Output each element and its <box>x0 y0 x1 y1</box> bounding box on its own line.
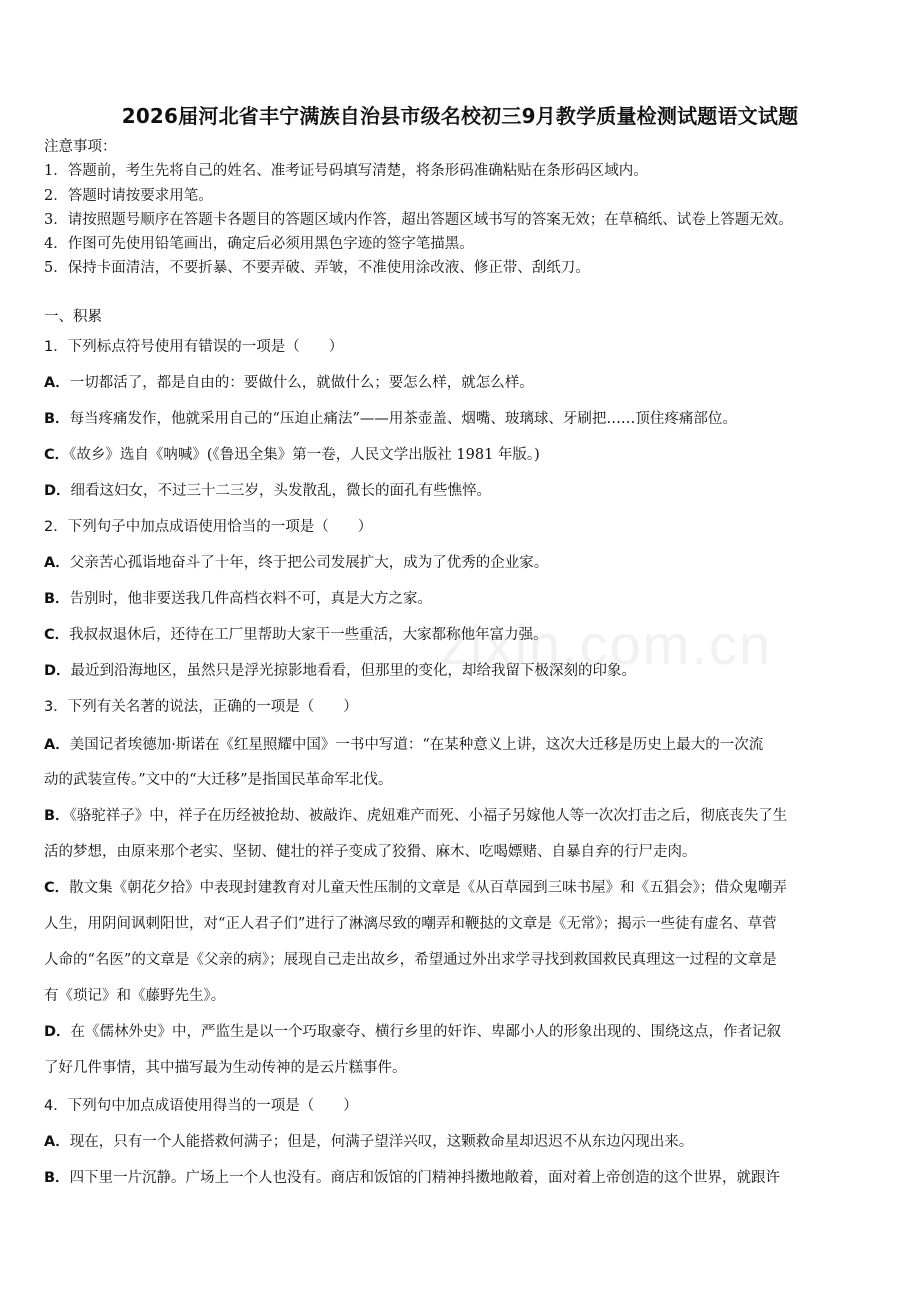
option-line <box>44 1132 884 1152</box>
option-text: 我叔叔退休后，还待在工厂里帮助大家干一些重活，大家都称他年富力强。 <box>69 627 548 643</box>
question-stem <box>44 697 884 717</box>
question-number: 4． <box>44 1098 68 1114</box>
option-line: 动的武装宣传。”文中的“大迁移”是指国民革命军北伐。 <box>44 772 393 788</box>
question-text: 下列有关名著的说法，正确的一项是（ ） <box>67 699 358 715</box>
notice-item: 2．答题时请按要求用笔。 <box>44 188 213 204</box>
option-text: 父亲苦心孤诣地奋斗了十年，终于把公司发展扩大，成为了优秀的企业家。 <box>69 555 549 571</box>
question-stem <box>44 1096 884 1116</box>
option-line <box>44 878 884 898</box>
option-line: 了好几件事情，其中描写最为生动传神的是云片糕事件。 <box>44 1060 407 1076</box>
option-line <box>44 806 884 826</box>
section-heading: 一、积累 <box>44 309 102 325</box>
option-letter: B． <box>44 808 70 824</box>
option-letter: B． <box>44 1170 70 1186</box>
question-stem <box>44 337 884 357</box>
option-text: 一切都活了，都是自由的：要做什么，就做什么；要怎么样，就怎么样。 <box>69 375 534 391</box>
page-title: 2026届河北省丰宁满族自治县市级名校初三9月教学质量检测试题语文试题 <box>121 104 799 128</box>
option-letter: B． <box>44 411 70 427</box>
option-letter: C． <box>44 627 70 643</box>
option-text: 美国记者埃德加·斯诺在《红星照耀中国》一书中写道：“在某种意义上讲，这次大迁移是历史上最大的一次流 <box>69 737 764 753</box>
question-number: 2． <box>44 519 68 535</box>
option-letter: D． <box>44 1024 71 1040</box>
option-line <box>44 589 884 609</box>
question-stem <box>44 517 884 537</box>
option-line: 活的梦想，由原来那个老实、坚韧、健壮的祥子变成了狡猾、麻木、吃喝嫖赌、自暴自弃的行尸走肉。 <box>44 844 697 860</box>
option-letter: A． <box>44 737 70 753</box>
question-number: 3． <box>44 699 68 715</box>
option-line <box>44 1168 884 1188</box>
option-line <box>44 735 884 755</box>
option-letter: A． <box>44 1134 70 1150</box>
notice-item: 1．答题前，考生先将自己的姓名、准考证号码填写清楚，将条形码准确粘贴在条形码区域内。 <box>44 163 648 179</box>
option-letter: D． <box>44 663 71 679</box>
option-line <box>44 409 884 429</box>
option-letter: D． <box>44 483 71 499</box>
option-line: 人生，用阴间讽刺阳世，对“正人君子们”进行了淋漓尽致的嘲弄和鞭挞的文章是《无常》；揭示一些徒有虚名、草菅 <box>44 916 777 932</box>
question-text: 下列标点符号使用有错误的一项是（ ） <box>67 339 344 355</box>
option-text: 四下里一片沉静。广场上一个人也没有。商店和饭馆的门精神抖擞地敞着，面对着上帝创造的这个世界，就跟许 <box>69 1170 781 1186</box>
question-text: 下列句子中加点成语使用恰当的一项是（ ） <box>67 519 373 535</box>
notice-item: 4．作图可先使用铅笔画出，确定后必须用黑色字迹的签字笔描黑。 <box>44 236 474 252</box>
watermark: zixin.com.cn <box>440 613 773 676</box>
option-text: 在《儒林外史》中，严监生是以一个巧取豪夺、横行乡里的奸诈、卑鄙小人的形象出现的、围绕这点，作者记叙 <box>70 1024 782 1040</box>
notice-heading: 注意事项： <box>44 139 117 155</box>
option-text: 散文集《朝花夕拾》中表现封建教育对儿童天性压制的文章是《从百草园到三味书屋》和《五猖会》；借众鬼嘲弄 <box>69 880 787 896</box>
option-line: 有《琐记》和《藤野先生》。 <box>44 988 226 1004</box>
option-letter: B． <box>44 591 70 607</box>
question-text: 下列句中加点成语使用得当的一项是（ ） <box>67 1098 358 1114</box>
notice-item: 3．请按照题号顺序在答题卡各题目的答题区域内作答，超出答题区域书写的答案无效；在草稿纸、试卷上答题无效。 <box>44 212 793 228</box>
option-text: 告别时，他非要送我几件高档衣料不可，真是大方之家。 <box>69 591 433 607</box>
option-line <box>44 661 884 681</box>
option-text: 《骆驼祥子》中，祥子在历经被抢劫、被敲诈、虎妞难产而死、小福子另嫁他人等一次次打击之后，彻底丧失了生 <box>69 808 788 824</box>
option-line <box>44 373 884 393</box>
option-text: 《故乡》选自《呐喊》(《鲁迅全集》第一卷，人民文学出版社 1981 年版。) <box>69 447 540 463</box>
option-text: 细看这妇女，不过三十二三岁，头发散乱，微长的面孔有些憔悴。 <box>70 483 492 499</box>
notice-item: 5．保持卡面清洁，不要折暴、不要弄破、弄皱，不准使用涂改液、修正带、刮纸刀。 <box>44 260 590 276</box>
option-line <box>44 553 884 573</box>
option-line <box>44 445 884 465</box>
option-letter: C． <box>44 447 70 463</box>
option-letter: A． <box>44 375 70 391</box>
option-line <box>44 481 884 501</box>
option-letter: C． <box>44 880 70 896</box>
option-text: 最近到沿海地区，虽然只是浮光掠影地看看，但那里的变化，却给我留下极深刻的印象。 <box>70 663 637 679</box>
option-line <box>44 1022 884 1042</box>
option-line: 人命的“名医”的文章是《父亲的病》；展现自己走出故乡，希望通过外出求学寻找到救国救民真理这一过程的文章是 <box>44 952 777 968</box>
option-letter: A． <box>44 555 70 571</box>
question-number: 1． <box>44 339 68 355</box>
option-text: 每当疼痛发作，他就采用自己的“压迫止痛法”——用茶壶盖、烟嘴、玻璃球、牙刷把……顶住疼痛部位。 <box>69 411 737 427</box>
option-line <box>44 625 884 645</box>
option-text: 现在，只有一个人能搭救何满子；但是，何满子望洋兴叹，这颗救命星却迟迟不从东边闪现出来。 <box>69 1134 694 1150</box>
